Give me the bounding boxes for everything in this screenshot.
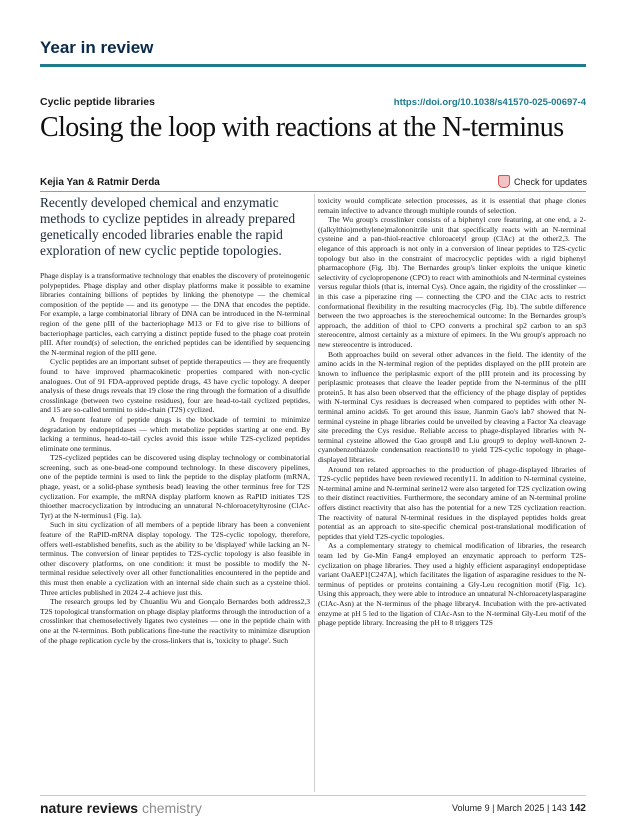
footer-rule xyxy=(40,795,586,796)
paragraph: Around ten related approaches to the production of phage-displayed libraries of T2S-cyclic peptides have been reviewed recently11. In addition to N-terminal cysteine, N-terminal amine and N-terminal serine12 were also targeted for T2S cyclization owing to their distinct reactivities. Furthermore, the secondary amine of an N-terminal proline offers distinct reactivity that also has the potential for a new T2S cyclization reaction. The reactivity of natural N-terminal residues in the displayed peptides holds great potential as an approach to site-specific chemical post-translational modification of peptides that yield T2S-cyclic topologies. xyxy=(318,464,586,541)
paragraph: Phage display is a transformative technology that enables the discovery of proteinogenic polypeptides. Phage display and other display platforms make it possible to examine libraries containing billions of peptides by linking the phenotype — the chemical composition of the peptide — and its genotype — the DNA that encodes the peptide. For example, a large combinatorial library of DNA can be introduced in the N-terminal region of the gene pIII of the bacteriophage M13 or Fd to give rise to billions of bacteriophage particles, each carrying a distinct peptide fused to the phage coat protein pIII. After round(s) of selection, the enriched peptides can be identified by sequencing the N-terminal region of the pIII gene. xyxy=(40,271,310,357)
paragraph: toxicity would complicate selection processes, as it is essential that phage clones remain infective to advance through multiple rounds of selection. xyxy=(318,196,586,215)
check-for-updates-button[interactable] xyxy=(498,175,587,188)
page-number: 142 xyxy=(569,803,586,814)
article-title: Closing the loop with reactions at the N-terminus xyxy=(40,112,564,143)
body-column-right xyxy=(318,196,586,628)
paragraph: Cyclic peptides are an important subset of peptide therapeutics — they are frequently found to have improved pharmacokinetic properties compared with non-cyclic analogues. Out of 91 FDA-approved peptide drugs, 43 have cyclic topology. A deeper analysis of these drugs reveals that 19 close the ring through the formation of a disulfide crosslinkage (between two cysteine residues), four are head-to-tail cyclized peptides, and 15 are so-called termini to side-chain (T2S) cyclized. xyxy=(40,357,310,415)
issue-info xyxy=(452,803,586,814)
article-authors: Kejia Yan & Ratmir Derda xyxy=(40,177,160,188)
section-label: Year in review xyxy=(40,38,154,57)
journal-name-light: chemistry xyxy=(141,800,202,816)
paragraph: The research groups led by Chuanliu Wu and Gonçalo Bernardes both address2,3 T2S topological transformation on phage display platforms through the introduction of a crosslinker that chemoselectively ligates two cysteines — one in the peptide chain with one at the N-terminus. Both publications fine-tune the reactivity to minimize disruption of the phage replication cycle by the cross-linkers that is, 'toxicity to phage'. Such xyxy=(40,597,310,645)
author-divider xyxy=(40,191,586,192)
paragraph: Such in situ cyclization of all members of a peptide library has been a convenient feature of the RaPID-mRNA display topology. The T2S-cyclic topology, therefore, offers well-established benefits, such as the ability to be 'displayed' while lacking an N-terminus. The conversion of linear peptides to T2S-cyclic topology is also feasible in other discovery platforms, on one condition: it must be possible to modify the N-terminal residue selectively over all other functionalities encountered in the peptide and this must then enable a cyclization with an internal side chain such as a cysteine thiol. Three articles published in 2024 2-4 achieve just this. xyxy=(40,520,310,597)
paragraph: Both approaches build on several other advances in the field. The identity of the amino acids in the N-terminal region of the peptides displayed on the pIII protein are known to influence the periplasmic export of the pIII protein and its processing by periplasmic proteases that cleave the leader peptide from the N-terminus of the pIII protein5. It has also been observed that the efficiency of the phage display of peptides with N-terminal Cys residues is decreased when compared to peptides with other N-terminal amino acids6. To get around this issue, Jianmin Gao's lab7 showed that N-terminal cysteine in phage libraries could be unveiled by cleaving a Factor Xa cleavage site preceding the Cys residue. Reliable access to phage-displayed libraries with N-terminal cysteine allowed the Gao group8 and Liu group9 to deploy well-known 2-cyanobenzothiazole condensation reactions10 to yield T2S-cyclic topology in phage-displayed libraries. xyxy=(318,349,586,465)
paragraph: A frequent feature of peptide drugs is the blockade of termini to minimize degradation by endopeptidases — which metabolize peptides starting at one end. By lacking a terminus, head-to-tail cycles avoid this issue while T2S-cyclized peptides eliminate one terminus. xyxy=(40,414,310,453)
standfirst: Recently developed chemical and enzymatic methods to cyclize peptides in already prepared genetically encoded libraries enable the rapid exploration of new cyclic peptide topologies. xyxy=(40,195,296,258)
paragraph: The Wu group's crosslinker consists of a biphenyl core featuring, at one end, a 2-((alkylthio)methylene)malononitrile unit that specifically reacts with an N-terminal cysteine and a pan-thiol-reactive chloroacetyl group (ClAc) at the other2,3. The elegance of this approach is not only in a conversion of linear peptides to T2S-cyclic topology but also in the constraint of macrocyclic peptides with a rigid biphenyl pharmacophore (Fig. 1b). The Bernardes group's linker exploits the unique kinetic selectivity of cyclopropenone (CPO) to react with aminothiols and N-terminal cysteines versus regular thiols (that is, internal Cys). Once again, the rigidity of the crosslinker — in this case a piperazine ring — connecting the CPO and the ClAc acts to restrict conformational flexibility in the resulting macrocycles (Fig. 1b). The subtle difference between the two approaches is the stereochemical outcome: In the Bernardes group's approach, the addition of thiol to CPO converts a prochiral sp2 carbon to an sp3 stereocentre, almost certainly as a mixture of epimers. In the Wu group's approach no new stereocentre is introduced. xyxy=(318,215,586,349)
paragraph: As a complementary strategy to chemical modification of libraries, the research team led by Ge-Min Fang4 employed an enzymatic approach to perform T2S-cyclization on phage libraries. They used a highly efficient asparaginyl endopeptidase variant OaAEP1[C247A], which facilitates the ligation of asparagine residues to the N-terminus of peptides or proteins containing a Gly-Leu recognition motif (Fig. 1c). Using this approach, they were able to introduce an unnatural N-chloroacetylasparagine (ClAc-Asn) at the N-terminus of the phage library4. Incubation with the pre-activated enzyme at pH 5 led to the ligation of ClAc-Asn to the N-terminal Gly-Leu motif of the phage peptide library. Increasing the pH to 8 triggers T2S xyxy=(318,541,586,628)
body-column-left xyxy=(40,271,310,645)
issue-prefix: Volume 9 | March 2025 | 143 xyxy=(452,803,567,813)
column-divider xyxy=(314,194,315,792)
doi-link[interactable]: https://doi.org/10.1038/s41570-025-00697-4 xyxy=(393,97,586,108)
header-rule xyxy=(40,64,586,67)
topic-label: Cyclic peptide libraries xyxy=(40,96,155,108)
journal-logo xyxy=(40,800,202,816)
journal-name-bold: nature reviews xyxy=(40,800,139,816)
paragraph: T2S-cyclized peptides can be discovered using display technology or combinatorial screening, such as one-bead-one compound technology. In these discovery pipelines, one of the peptide termini is used to link the peptide to the display platform (mRNA, phage, yeast, or a solid-phase synthesis bead) leaving the other terminus free for T2S cyclization. For example, the mRNA display platform known as RaPID initiates T2S thioether macrocyclization by introducing an unnatural N-chloroacetyltyrosine (ClAc-Tyr) at the N-terminus1 (Fig. 1a). xyxy=(40,453,310,520)
check-for-updates-label: Check for updates xyxy=(514,176,588,187)
bookmark-icon xyxy=(498,175,510,188)
